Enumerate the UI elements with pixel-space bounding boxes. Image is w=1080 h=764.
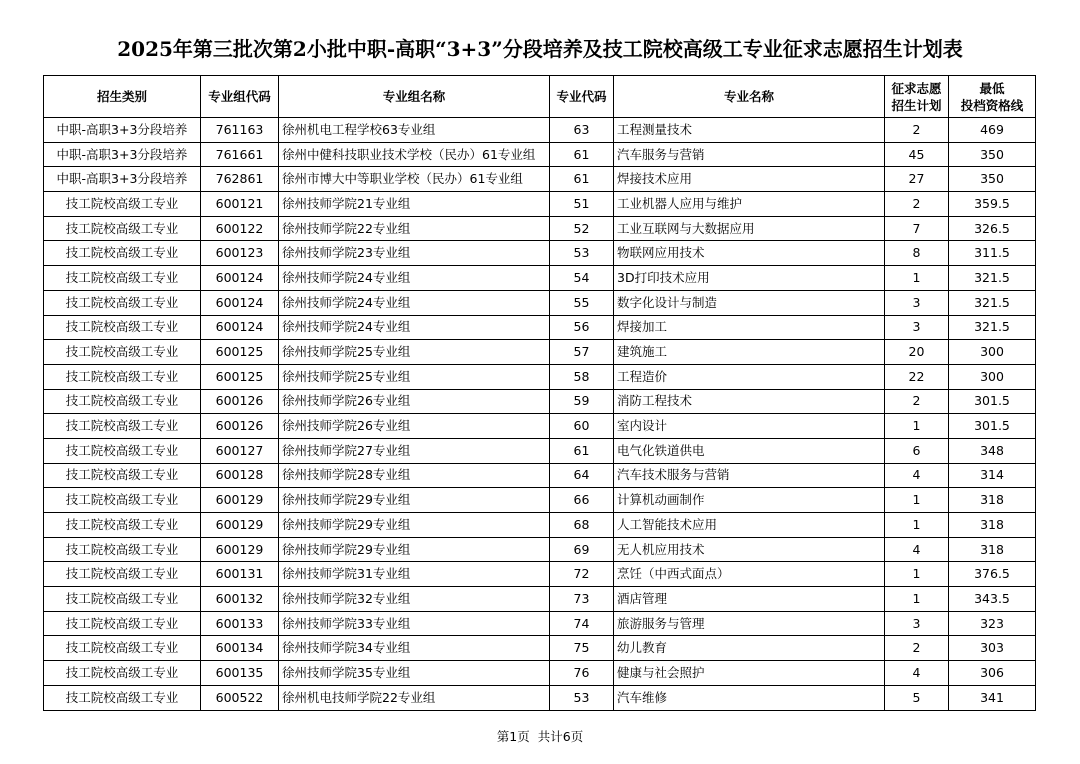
cell-category: 技工院校高级工专业 (44, 661, 201, 686)
cell-category: 技工院校高级工专业 (44, 241, 201, 266)
cell-major-name: 消防工程技术 (614, 389, 885, 414)
cell-group-code: 600134 (201, 636, 279, 661)
header-group-code: 专业组代码 (201, 76, 279, 118)
cell-plan: 4 (885, 661, 949, 686)
cell-major-name: 人工智能技术应用 (614, 513, 885, 538)
cell-group-name: 徐州技师学院31专业组 (279, 562, 550, 587)
cell-score: 350 (949, 142, 1036, 167)
cell-major-code: 55 (550, 290, 614, 315)
header-score-line1: 最低 (979, 80, 1005, 96)
cell-plan: 4 (885, 463, 949, 488)
cell-group-code: 600129 (201, 513, 279, 538)
cell-score: 321.5 (949, 315, 1036, 340)
table-row (44, 216, 1036, 241)
table-row (44, 167, 1036, 192)
cell-major-code: 61 (550, 438, 614, 463)
cell-category: 技工院校高级工专业 (44, 488, 201, 513)
header-major-code: 专业代码 (550, 76, 614, 118)
table-row (44, 118, 1036, 143)
cell-major-code: 52 (550, 216, 614, 241)
cell-group-code: 600131 (201, 562, 279, 587)
cell-category: 技工院校高级工专业 (44, 340, 201, 365)
table-row (44, 463, 1036, 488)
cell-group-name: 徐州中健科技职业技术学校（民办）61专业组 (279, 142, 550, 167)
cell-major-code: 73 (550, 587, 614, 612)
cell-category: 技工院校高级工专业 (44, 216, 201, 241)
cell-group-code: 600127 (201, 438, 279, 463)
cell-plan: 1 (885, 562, 949, 587)
table-row (44, 661, 1036, 686)
cell-plan: 45 (885, 142, 949, 167)
cell-group-name: 徐州技师学院24专业组 (279, 290, 550, 315)
cell-category: 技工院校高级工专业 (44, 513, 201, 538)
cell-major-name: 物联网应用技术 (614, 241, 885, 266)
cell-score: 341 (949, 685, 1036, 710)
cell-score: 343.5 (949, 587, 1036, 612)
cell-major-code: 59 (550, 389, 614, 414)
cell-group-code: 600125 (201, 364, 279, 389)
table-row (44, 241, 1036, 266)
cell-major-code: 64 (550, 463, 614, 488)
cell-category: 技工院校高级工专业 (44, 537, 201, 562)
cell-group-code: 600123 (201, 241, 279, 266)
cell-plan: 1 (885, 414, 949, 439)
table-row (44, 340, 1036, 365)
cell-score: 300 (949, 364, 1036, 389)
cell-group-code: 761163 (201, 118, 279, 143)
table-row (44, 513, 1036, 538)
cell-category: 技工院校高级工专业 (44, 438, 201, 463)
cell-group-name: 徐州技师学院26专业组 (279, 414, 550, 439)
cell-score: 301.5 (949, 389, 1036, 414)
table-row (44, 438, 1036, 463)
cell-major-name: 幼儿教育 (614, 636, 885, 661)
cell-plan: 2 (885, 389, 949, 414)
cell-score: 321.5 (949, 290, 1036, 315)
cell-score: 318 (949, 488, 1036, 513)
cell-score: 323 (949, 611, 1036, 636)
cell-group-name: 徐州技师学院33专业组 (279, 611, 550, 636)
enrollment-plan-table (43, 75, 1036, 711)
cell-major-name: 焊接加工 (614, 315, 885, 340)
cell-major-name: 工程造价 (614, 364, 885, 389)
cell-major-name: 建筑施工 (614, 340, 885, 365)
table-row (44, 192, 1036, 217)
cell-group-name: 徐州技师学院29专业组 (279, 513, 550, 538)
cell-group-code: 600135 (201, 661, 279, 686)
cell-score: 318 (949, 537, 1036, 562)
table-row (44, 414, 1036, 439)
cell-group-name: 徐州技师学院29专业组 (279, 488, 550, 513)
cell-plan: 22 (885, 364, 949, 389)
cell-score: 314 (949, 463, 1036, 488)
cell-major-code: 58 (550, 364, 614, 389)
cell-group-code: 600122 (201, 216, 279, 241)
cell-major-name: 焊接技术应用 (614, 167, 885, 192)
header-plan-line2: 招生计划 (891, 97, 942, 113)
cell-plan: 27 (885, 167, 949, 192)
cell-plan: 1 (885, 587, 949, 612)
cell-group-code: 761661 (201, 142, 279, 167)
cell-plan: 20 (885, 340, 949, 365)
cell-group-code: 600522 (201, 685, 279, 710)
cell-plan: 1 (885, 266, 949, 291)
cell-major-name: 酒店管理 (614, 587, 885, 612)
cell-score: 376.5 (949, 562, 1036, 587)
cell-score: 469 (949, 118, 1036, 143)
cell-group-name: 徐州技师学院24专业组 (279, 266, 550, 291)
cell-category: 技工院校高级工专业 (44, 685, 201, 710)
cell-group-code: 600128 (201, 463, 279, 488)
cell-major-code: 68 (550, 513, 614, 538)
cell-major-name: 工程测量技术 (614, 118, 885, 143)
cell-group-name: 徐州机电技师学院22专业组 (279, 685, 550, 710)
cell-group-name: 徐州技师学院23专业组 (279, 241, 550, 266)
cell-group-name: 徐州技师学院32专业组 (279, 587, 550, 612)
cell-category: 中职-高职3+3分段培养 (44, 118, 201, 143)
cell-major-name: 工业互联网与大数据应用 (614, 216, 885, 241)
header-group-name: 专业组名称 (279, 76, 550, 118)
cell-major-code: 75 (550, 636, 614, 661)
table-row (44, 611, 1036, 636)
cell-plan: 7 (885, 216, 949, 241)
table-row (44, 315, 1036, 340)
cell-group-code: 600124 (201, 290, 279, 315)
page-title: 2025年第三批次第2小批中职-高职“3+3”分段培养及技工院校高级工专业征求志愿招生计划表 (117, 37, 963, 61)
cell-group-code: 600125 (201, 340, 279, 365)
cell-score: 359.5 (949, 192, 1036, 217)
cell-plan: 2 (885, 192, 949, 217)
cell-score: 321.5 (949, 266, 1036, 291)
cell-category: 技工院校高级工专业 (44, 562, 201, 587)
page-footer (0, 727, 1080, 745)
cell-group-code: 600132 (201, 587, 279, 612)
cell-plan: 4 (885, 537, 949, 562)
cell-major-code: 53 (550, 685, 614, 710)
cell-score: 318 (949, 513, 1036, 538)
table-row (44, 562, 1036, 587)
cell-category: 技工院校高级工专业 (44, 192, 201, 217)
cell-group-code: 600124 (201, 266, 279, 291)
cell-group-code: 600126 (201, 389, 279, 414)
table-row (44, 685, 1036, 710)
cell-plan: 5 (885, 685, 949, 710)
cell-major-name: 烹饪（中西式面点） (614, 562, 885, 587)
cell-major-name: 旅游服务与管理 (614, 611, 885, 636)
header-plan (885, 76, 949, 118)
cell-score: 306 (949, 661, 1036, 686)
cell-group-name: 徐州技师学院29专业组 (279, 537, 550, 562)
cell-category: 技工院校高级工专业 (44, 587, 201, 612)
cell-group-code: 600129 (201, 537, 279, 562)
cell-plan: 3 (885, 315, 949, 340)
cell-major-code: 60 (550, 414, 614, 439)
page-number: 第1页 (496, 729, 530, 744)
cell-major-name: 3D打印技术应用 (614, 266, 885, 291)
cell-plan: 3 (885, 611, 949, 636)
cell-category: 技工院校高级工专业 (44, 611, 201, 636)
cell-major-code: 51 (550, 192, 614, 217)
cell-major-code: 61 (550, 167, 614, 192)
cell-group-code: 600126 (201, 414, 279, 439)
cell-category: 技工院校高级工专业 (44, 364, 201, 389)
cell-category: 技工院校高级工专业 (44, 389, 201, 414)
cell-major-name: 无人机应用技术 (614, 537, 885, 562)
header-plan-line1: 征求志愿 (891, 80, 942, 96)
cell-group-name: 徐州技师学院25专业组 (279, 364, 550, 389)
cell-major-name: 健康与社会照护 (614, 661, 885, 686)
cell-group-code: 600129 (201, 488, 279, 513)
cell-score: 348 (949, 438, 1036, 463)
cell-plan: 8 (885, 241, 949, 266)
cell-group-name: 徐州技师学院34专业组 (279, 636, 550, 661)
cell-group-code: 600124 (201, 315, 279, 340)
header-score-line2: 投档资格线 (960, 97, 1024, 113)
header-major-name: 专业名称 (614, 76, 885, 118)
cell-major-code: 57 (550, 340, 614, 365)
cell-category: 中职-高职3+3分段培养 (44, 167, 201, 192)
cell-major-code: 56 (550, 315, 614, 340)
cell-group-name: 徐州技师学院22专业组 (279, 216, 550, 241)
cell-score: 303 (949, 636, 1036, 661)
cell-group-code: 600133 (201, 611, 279, 636)
cell-group-name: 徐州技师学院21专业组 (279, 192, 550, 217)
table-body (44, 118, 1036, 711)
cell-major-code: 76 (550, 661, 614, 686)
cell-plan: 2 (885, 636, 949, 661)
cell-category: 技工院校高级工专业 (44, 463, 201, 488)
cell-group-name: 徐州市博大中等职业学校（民办）61专业组 (279, 167, 550, 192)
header-category: 招生类别 (44, 76, 201, 118)
cell-major-code: 63 (550, 118, 614, 143)
cell-major-code: 53 (550, 241, 614, 266)
cell-major-code: 72 (550, 562, 614, 587)
table-header-row (44, 76, 1036, 118)
page-total: 共计6页 (537, 729, 584, 744)
cell-plan: 3 (885, 290, 949, 315)
cell-major-code: 61 (550, 142, 614, 167)
cell-category: 中职-高职3+3分段培养 (44, 142, 201, 167)
cell-plan: 6 (885, 438, 949, 463)
cell-major-name: 工业机器人应用与维护 (614, 192, 885, 217)
cell-group-name: 徐州技师学院27专业组 (279, 438, 550, 463)
cell-plan: 2 (885, 118, 949, 143)
cell-score: 300 (949, 340, 1036, 365)
cell-group-name: 徐州机电工程学校63专业组 (279, 118, 550, 143)
cell-major-name: 计算机动画制作 (614, 488, 885, 513)
table-row (44, 587, 1036, 612)
table-row (44, 636, 1036, 661)
cell-score: 311.5 (949, 241, 1036, 266)
cell-major-name: 汽车技术服务与营销 (614, 463, 885, 488)
cell-group-name: 徐州技师学院28专业组 (279, 463, 550, 488)
cell-group-name: 徐州技师学院24专业组 (279, 315, 550, 340)
cell-major-name: 汽车维修 (614, 685, 885, 710)
table-row (44, 389, 1036, 414)
table-row (44, 364, 1036, 389)
cell-group-name: 徐州技师学院26专业组 (279, 389, 550, 414)
cell-group-name: 徐州技师学院35专业组 (279, 661, 550, 686)
cell-major-code: 74 (550, 611, 614, 636)
table-row (44, 266, 1036, 291)
cell-major-name: 电气化铁道供电 (614, 438, 885, 463)
cell-major-name: 室内设计 (614, 414, 885, 439)
cell-plan: 1 (885, 488, 949, 513)
cell-major-code: 69 (550, 537, 614, 562)
cell-category: 技工院校高级工专业 (44, 315, 201, 340)
cell-group-code: 762861 (201, 167, 279, 192)
table-row (44, 142, 1036, 167)
header-score (949, 76, 1036, 118)
cell-score: 326.5 (949, 216, 1036, 241)
cell-major-code: 66 (550, 488, 614, 513)
cell-group-code: 600121 (201, 192, 279, 217)
cell-plan: 1 (885, 513, 949, 538)
cell-category: 技工院校高级工专业 (44, 266, 201, 291)
table-row (44, 488, 1036, 513)
cell-group-name: 徐州技师学院25专业组 (279, 340, 550, 365)
cell-category: 技工院校高级工专业 (44, 636, 201, 661)
table-row (44, 537, 1036, 562)
cell-major-name: 数字化设计与制造 (614, 290, 885, 315)
cell-score: 350 (949, 167, 1036, 192)
cell-score: 301.5 (949, 414, 1036, 439)
table-row (44, 290, 1036, 315)
cell-major-name: 汽车服务与营销 (614, 142, 885, 167)
cell-category: 技工院校高级工专业 (44, 414, 201, 439)
cell-category: 技工院校高级工专业 (44, 290, 201, 315)
cell-major-code: 54 (550, 266, 614, 291)
